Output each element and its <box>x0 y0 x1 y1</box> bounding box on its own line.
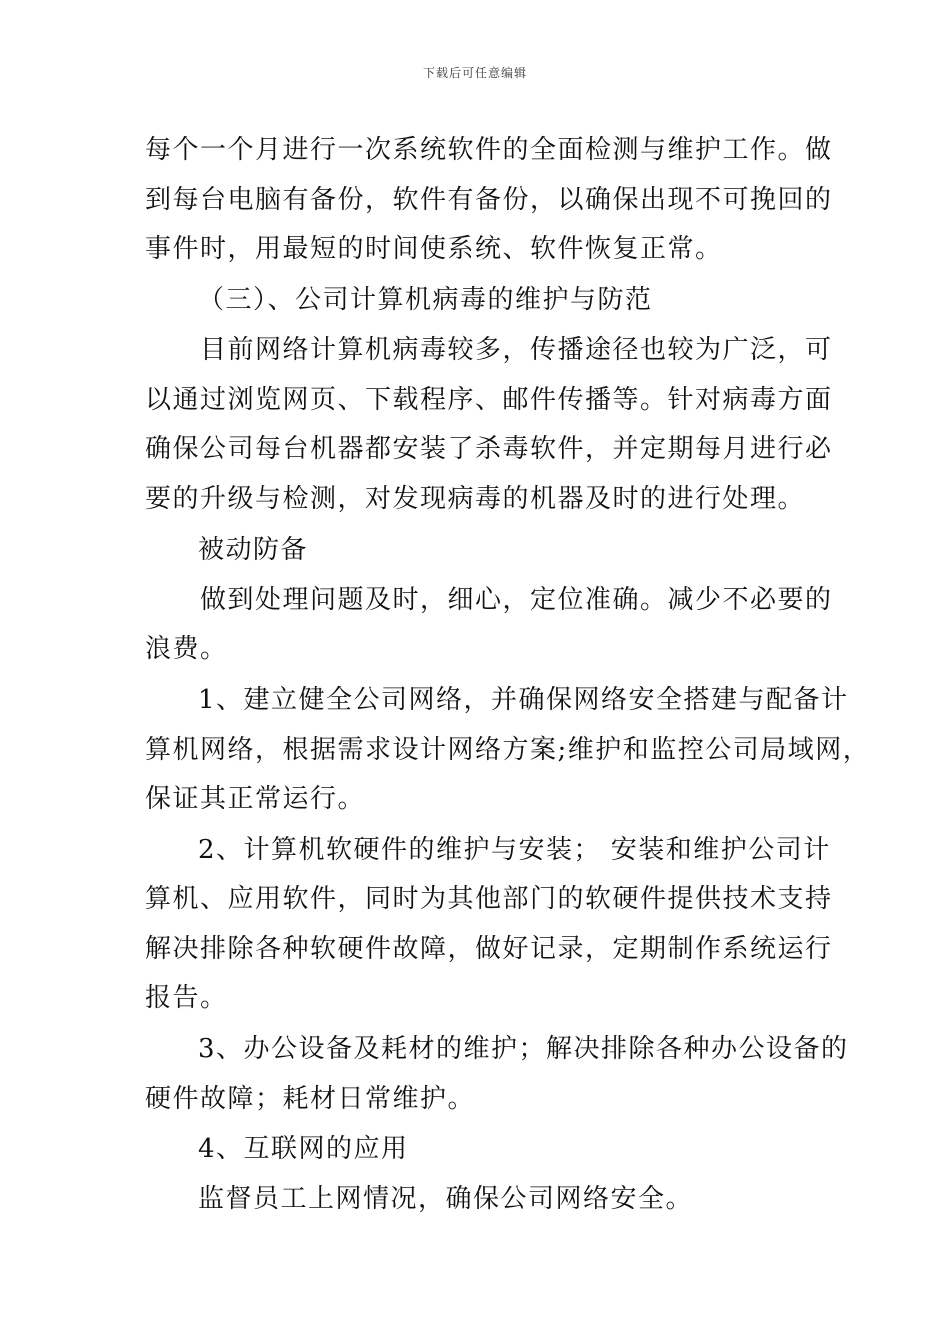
text-line: 保证其正常运行。 <box>145 784 366 814</box>
list-item: 2、计算机软硬件的维护与安装； 安装和维护公司计 <box>198 835 831 865</box>
text-line: 要的升级与检测，对发现病毒的机器及时的进行处理。 <box>145 484 806 514</box>
list-item: 4、互联网的应用 <box>198 1134 409 1164</box>
list-item: 1、建立健全公司网络，并确保网络安全搭建与配备计 <box>198 685 849 715</box>
text-line: 解决排除各种软硬件故障，做好记录，定期制作系统运行 <box>145 934 833 964</box>
text-line: 浪费。 <box>145 634 228 664</box>
text-line: 确保公司每台机器都安装了杀毒软件，并定期每月进行必 <box>145 434 833 464</box>
text-line: 做到处理问题及时，细心，定位准确。减少不必要的 <box>200 585 833 615</box>
text-line: 目前网络计算机病毒较多，传播途径也较为广泛，可 <box>200 335 833 365</box>
text-line: 每个一个月进行一次系统软件的全面检测与维护工作。做 <box>145 135 833 165</box>
section-heading: （三）、公司计算机病毒的维护与防范 <box>198 285 653 315</box>
text-line: 硬件故障；耗材日常维护。 <box>145 1084 476 1114</box>
text-line: 事件时，用最短的时间使系统、软件恢复正常。 <box>145 234 723 264</box>
text-line: 报告。 <box>145 983 228 1013</box>
page-header: 下载后可任意编辑 <box>422 66 527 80</box>
text-line: 以通过浏览网页、下载程序、邮件传播等。针对病毒方面 <box>145 385 833 415</box>
text-line: 算机、应用软件，同时为其他部门的软硬件提供技术支持 <box>145 884 833 914</box>
subheading: 被动防备 <box>198 535 309 565</box>
text-line: 监督员工上网情况，确保公司网络安全。 <box>198 1184 694 1214</box>
list-item: 3、办公设备及耗材的维护；解决排除各种办公设备的 <box>198 1034 849 1064</box>
text-line: 算机网络，根据需求设计网络方案;维护和监控公司局域网， <box>145 735 871 765</box>
text-line: 到每台电脑有备份，软件有备份，以确保出现不可挽回的 <box>145 185 833 215</box>
